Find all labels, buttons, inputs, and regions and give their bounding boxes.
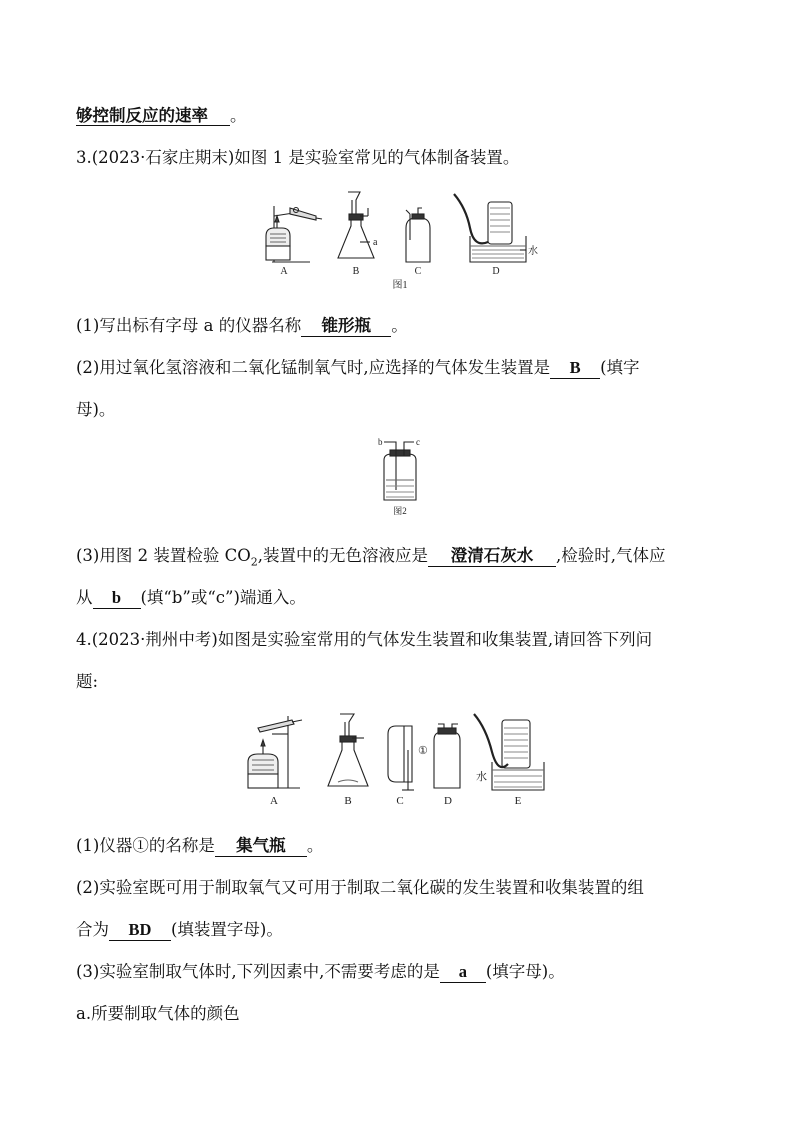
- answer-b-end: b: [93, 588, 141, 609]
- fig1-label-a-instrument: a: [373, 237, 378, 248]
- apparatus-a: [266, 206, 322, 262]
- fig-q4-label-c: C: [396, 795, 404, 807]
- figure-2: [370, 436, 430, 518]
- figure-1: [256, 188, 546, 292]
- answer-gas-bottle: 集气瓶: [215, 836, 307, 857]
- apparatus-b: [328, 714, 368, 786]
- fig2-label-b: b: [378, 437, 383, 447]
- q4-part1: (1)仪器①的名称是 集气瓶 。: [76, 836, 324, 855]
- fig1-label-d: D: [492, 266, 500, 277]
- fig-q4-mark-1: ①: [418, 745, 428, 757]
- continued-answer-line: [76, 104, 247, 128]
- apparatus-c: [406, 208, 430, 262]
- q3-part3: (3)用图 2 装置检验 $CO_2$,装置中的无色溶液应是 澄清石灰水 ,检验时,气体应: [76, 546, 666, 569]
- q3-part3-cont: 从 b (填“b”或“c”)端通入。: [76, 588, 306, 607]
- fig1-label-c: C: [414, 266, 422, 277]
- fig-q4-label-a: A: [270, 795, 278, 807]
- q4-part3: (3)实验室制取气体时,下列因素中,不需要考虑的是 a (填字母)。: [76, 962, 565, 981]
- apparatus-c: [388, 726, 414, 790]
- figure-q4: [244, 712, 560, 810]
- q3-stem: 3.(2023·石家庄期末)如图 1 是实验室常见的气体制备装置。: [76, 148, 520, 167]
- q4-part2-cont: 合为 BD (填装置字母)。: [76, 920, 283, 939]
- q3-part1: (1)写出标有字母 a 的仪器名称 锥形瓶 。: [76, 316, 408, 335]
- fig-q4-label-b: B: [344, 795, 352, 807]
- fig-q4-label-d: D: [444, 795, 452, 807]
- q4-stem-cont: 题:: [76, 672, 99, 691]
- fig2-caption: 图2: [393, 506, 407, 516]
- fig1-label-b: B: [352, 266, 360, 277]
- fig-q4-label-water: 水: [476, 771, 487, 783]
- answer-reaction-rate: 够控制反应的速率: [76, 106, 230, 126]
- q4-option-a: a.所要制取气体的颜色: [76, 1004, 240, 1023]
- fig2-label-c: c: [416, 437, 420, 447]
- answer-bd: BD: [109, 920, 171, 941]
- apparatus-d: [454, 194, 526, 262]
- fig-q4-label-e: E: [514, 795, 522, 807]
- punct: 。: [230, 106, 247, 125]
- fig1-label-water: 水: [528, 246, 538, 257]
- q4-part2: (2)实验室既可用于制取氧气又可用于制取二氧化碳的发生装置和收集装置的组: [76, 878, 644, 897]
- answer-b: B: [550, 358, 600, 379]
- apparatus-b: [338, 192, 374, 258]
- q3-part2: (2)用过氧化氢溶液和二氧化锰制氧气时,应选择的气体发生装置是 B (填字: [76, 358, 640, 377]
- apparatus-d: [434, 724, 460, 788]
- answer-limewater: 澄清石灰水: [428, 546, 556, 567]
- answer-a: a: [440, 962, 486, 983]
- apparatus-a: [248, 716, 302, 788]
- answer-flask: 锥形瓶: [301, 316, 391, 337]
- q3-part2-cont: 母)。: [76, 400, 116, 419]
- q4-stem: 4.(2023·荆州中考)如图是实验室常用的气体发生装置和收集装置,请回答下列问: [76, 630, 653, 649]
- fig1-label-a: A: [280, 266, 288, 277]
- fig1-caption: 图1: [392, 280, 408, 291]
